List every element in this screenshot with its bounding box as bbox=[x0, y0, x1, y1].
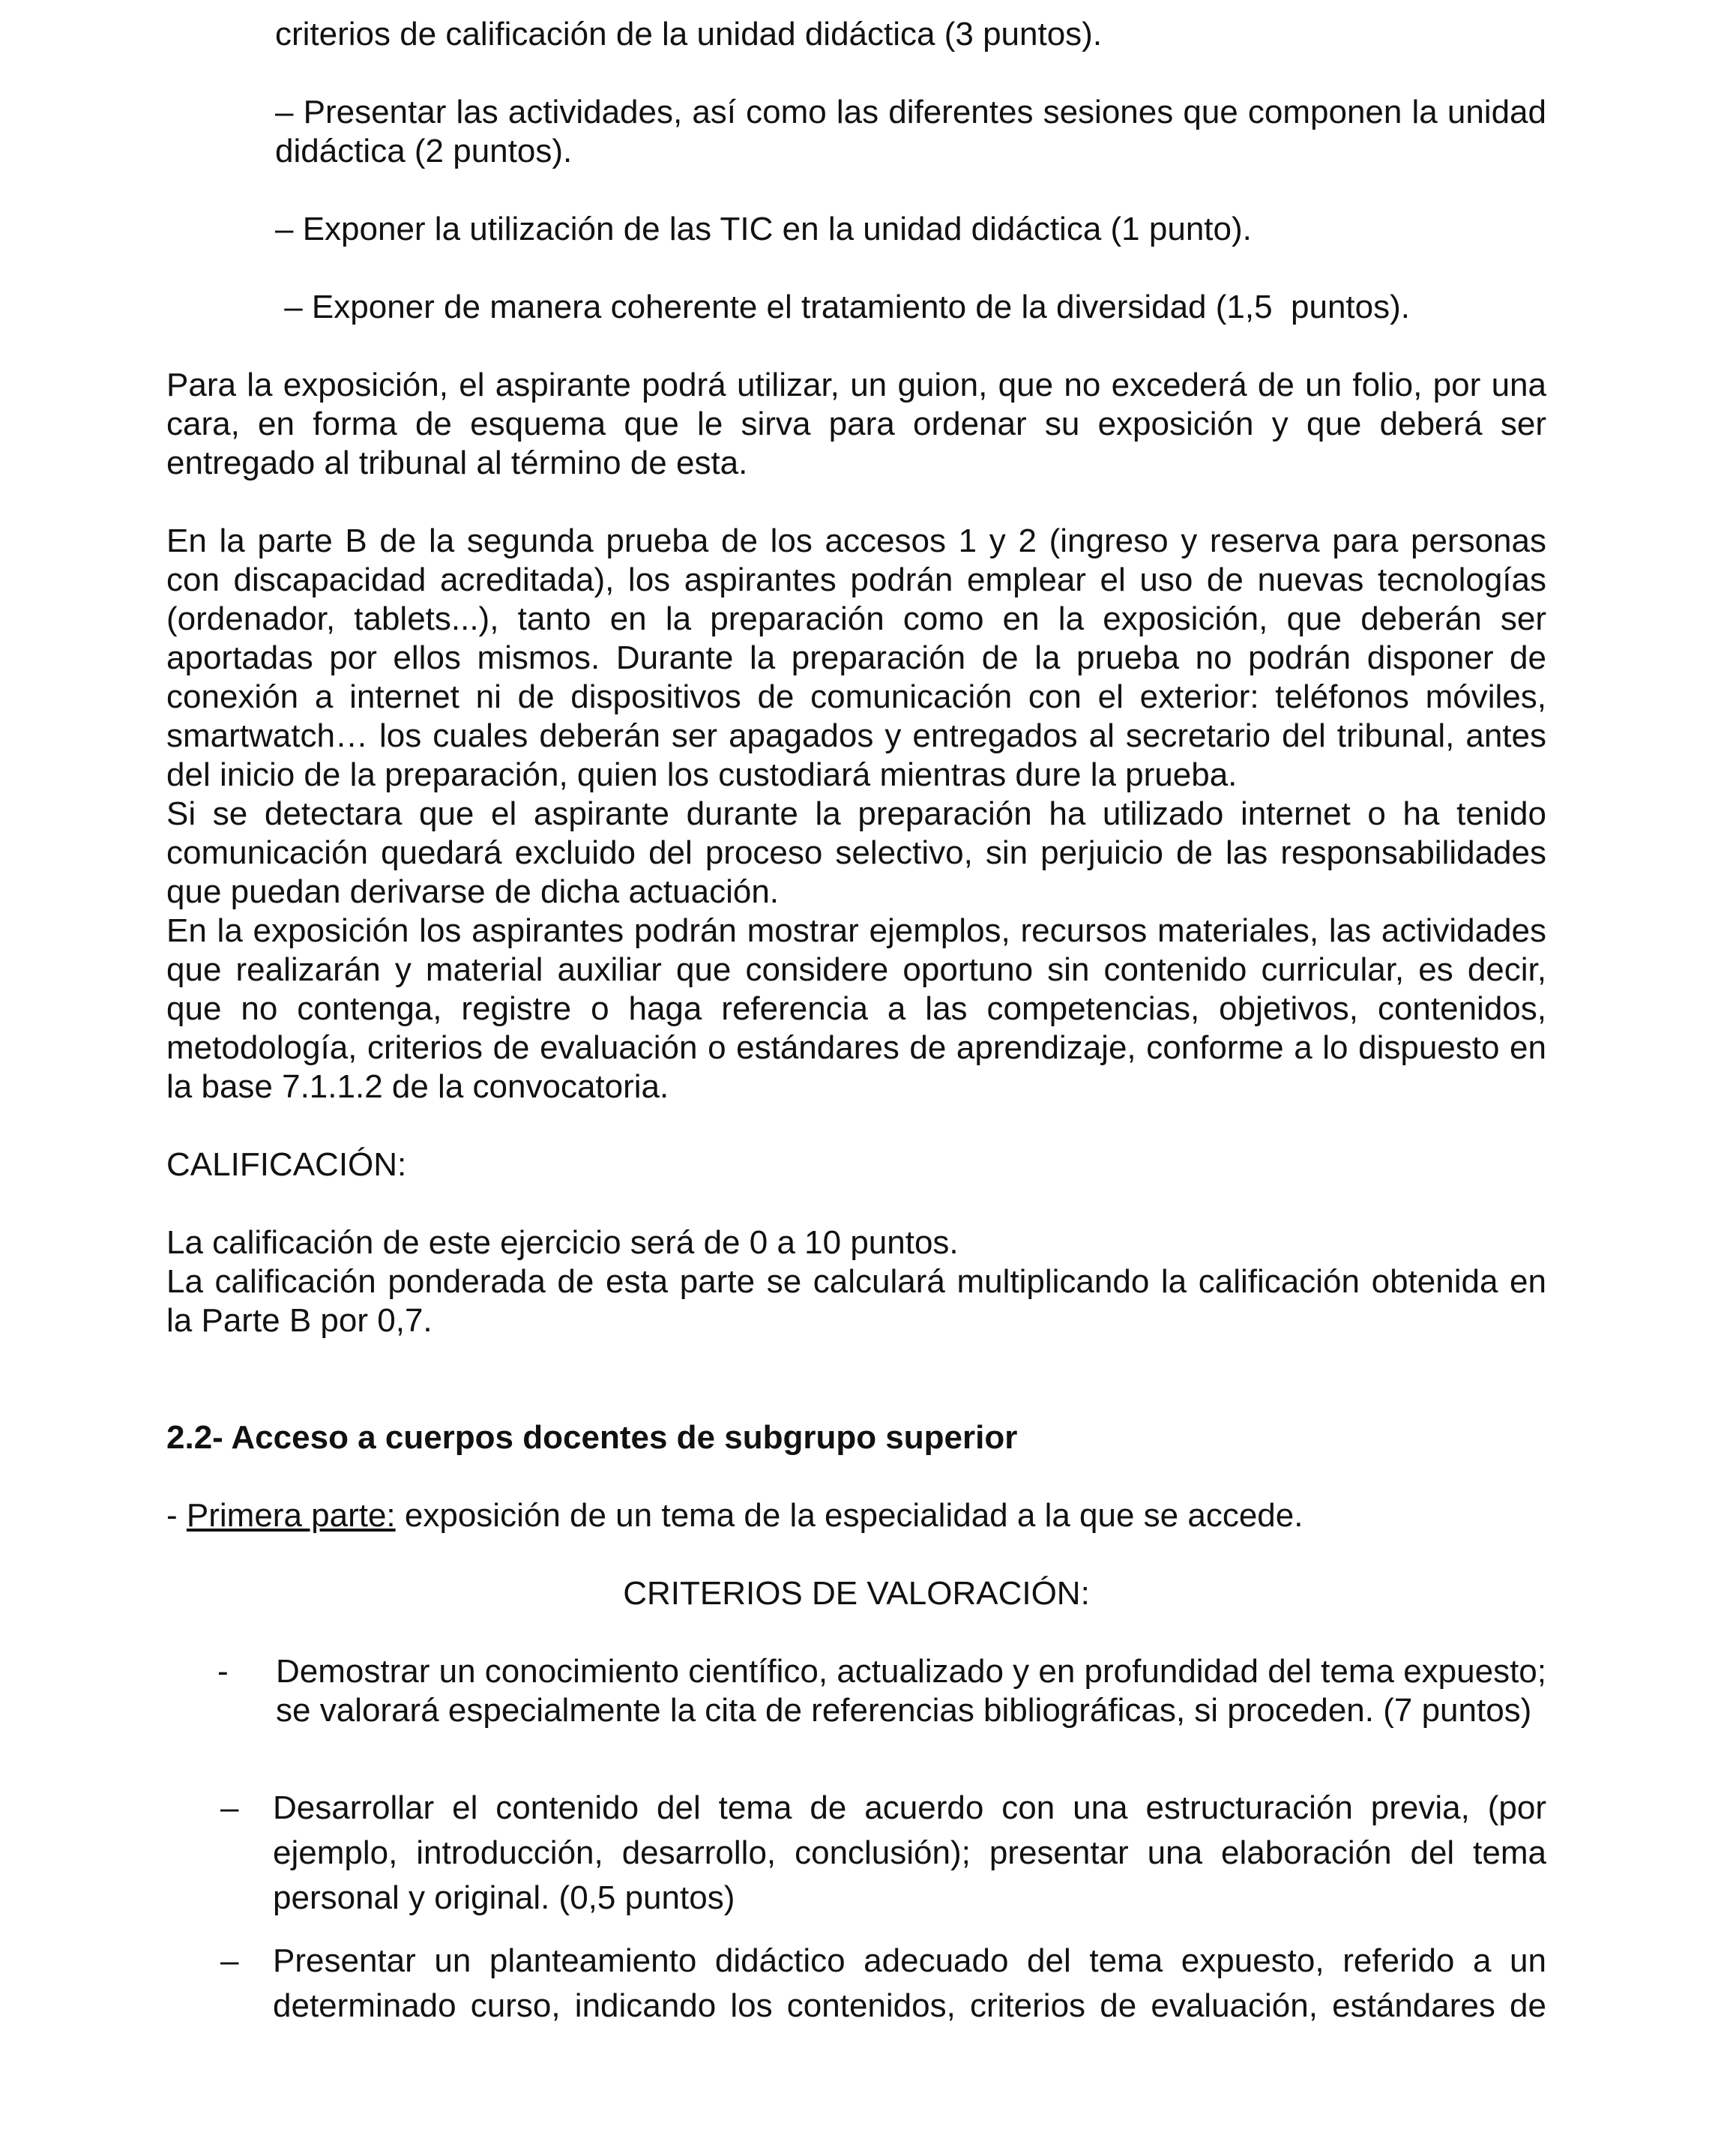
criterio-3-text: Presentar un planteamiento didáctico adecuado del tema expuesto, referido a un determinado curso, indicando los contenidos, criterios de evaluación, estándares de bbox=[273, 1942, 1546, 2024]
criterio-3-marker: – bbox=[220, 1942, 239, 1979]
criterio-2-text: Desarrollar el contenido del tema de acuerdo con una estructuración previa, (por ejemplo, introducción, desarrollo, conclusión); presentar una elaboración del tema personal y original. (0,5 puntos) bbox=[273, 1789, 1546, 1916]
paragraph-guion: Para la exposición, el aspirante podrá utilizar, un guion, que no excederá de un folio, por una cara, en forma de esquema que le sirva para ordenar su exposición y que deberá ser entregado al tribunal al término de esta. bbox=[166, 367, 1546, 481]
calificacion-line-1: La calificación de este ejercicio será de 0 a 10 puntos. bbox=[166, 1224, 959, 1261]
criterio-1-marker: - bbox=[217, 1653, 229, 1690]
criterios-heading: CRITERIOS DE VALORACIÓN: bbox=[623, 1575, 1090, 1612]
primera-parte-text: exposición de un tema de la especialidad a la que se accede. bbox=[395, 1497, 1303, 1534]
criterio-2-marker: – bbox=[220, 1789, 239, 1826]
criteria-item-activities: – Presentar las actividades, así como las diferentes sesiones que componen la unidad didáctica (2 puntos). bbox=[275, 94, 1546, 169]
criteria-item-tic: – Exponer la utilización de las TIC en la unidad didáctica (1 punto). bbox=[275, 211, 1252, 247]
primera-parte-line bbox=[166, 1496, 1546, 1535]
paragraph-exposicion-ejemplos: En la exposición los aspirantes podrán mostrar ejemplos, recursos materiales, las actividades que realizarán y material auxiliar que considere oportuno sin contenido curricular, es decir, que no contenga, registre o haga referencia a las competencias, objetivos, contenidos, metodología, criterios de evaluación o estándares de aprendizaje, conforme a lo dispuesto en la base 7.1.1.2 de la convocatoria. bbox=[166, 912, 1546, 1105]
criteria-item-diversity: – Exponer de manera coherente el tratamiento de la diversidad (1,5 puntos). bbox=[275, 289, 1411, 325]
calificacion-line-2: La calificación ponderada de esta parte se calculará multiplicando la calificación obtenida en la Parte B por 0,7. bbox=[166, 1263, 1546, 1339]
criteria-item-continuation: criterios de calificación de la unidad didáctica (3 puntos). bbox=[275, 16, 1103, 52]
section-heading: 2.2- Acceso a cuerpos docentes de subgrupo superior bbox=[166, 1419, 1018, 1456]
primera-parte-label: Primera parte: bbox=[186, 1497, 396, 1534]
criterio-1-text: Demostrar un conocimiento científico, actualizado y en profundidad del tema expuesto; se valorará especialmente la cita de referencias bibliográficas, si proceden. (7 puntos) bbox=[276, 1653, 1546, 1729]
paragraph-deteccion: Si se detectara que el aspirante durante la preparación ha utilizado internet o ha tenido comunicación quedará excluido del proceso selectivo, sin perjuicio de las responsabilidades que puedan derivarse de dicha actuación. bbox=[166, 795, 1546, 910]
primera-parte-prefix: - bbox=[166, 1497, 187, 1534]
calificacion-heading: CALIFICACIÓN: bbox=[166, 1146, 407, 1183]
paragraph-tecnologias: En la parte B de la segunda prueba de los accesos 1 y 2 (ingreso y reserva para personas con discapacidad acreditada), los aspirantes podrán emplear el uso de nuevas tecnologías (ordenador, tablets...), tanto en la preparación como en la exposición, que deberán ser aportadas por ellos mismos. Durante la preparación de la prueba no podrán disponer de conexión a internet ni de dispositivos de comunicación con el exterior: teléfonos móviles, smartwatch… los cuales deberán ser apagados y entregados al secretario del tribunal, antes del inicio de la preparación, quien los custodiará mientras dure la prueba. bbox=[166, 523, 1546, 793]
